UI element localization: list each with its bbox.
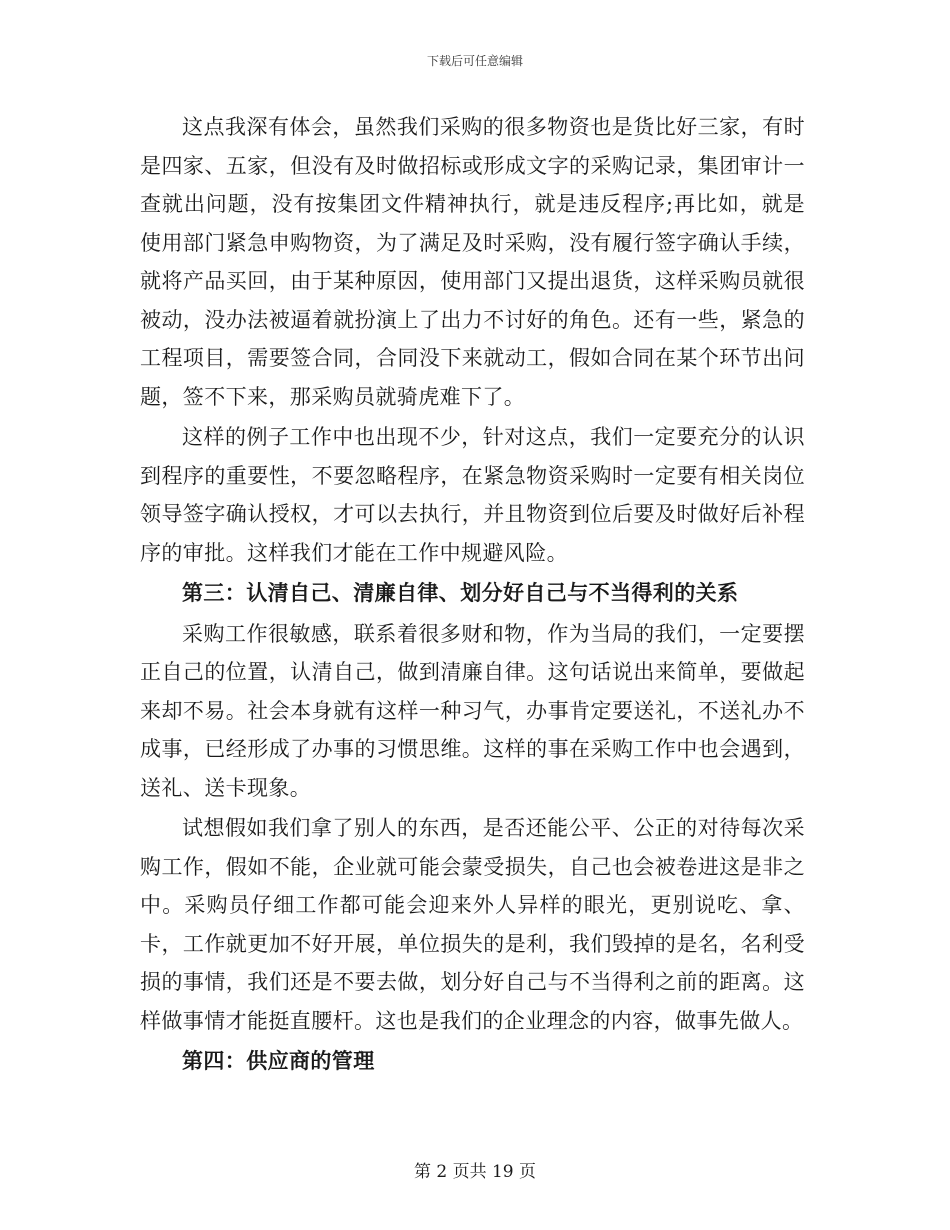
paragraph-1: 这点我深有体会，虽然我们采购的很多物资也是货比好三家，有时是四家、五家，但没有及时做招标或形成文字的采购记录，集团审计一查就出问题，没有按集团文件精神执行，就是违反程序;再比如，就是使用部门紧急申购物资，为了满足及时采购，没有履行签字确认手续，就将产品买回，由于某种原因，使用部门又提出退货，这样采购员就很被动，没办法被逼着就扮演上了出力不讨好的角色。还有一些，紧急的工程项目，需要签合同，合同没下来就动工，假如合同在某个环节出问题，签不下来，那采购员就骑虎难下了。	[140, 115, 805, 409]
page-footer: 第 2 页共 19 页	[413, 1162, 537, 1182]
document-body	[140, 108, 805, 1083]
section-heading-3: 第三：认清自己、清廉自律、划分好自己与不当得利的关系	[182, 581, 739, 605]
paragraph-4: 试想假如我们拿了别人的东西，是否还能公平、公正的对待每次采购工作，假如不能，企业就可能会蒙受损失，自己也会被卷进这是非之中。采购员仔细工作都可能会迎来外人异样的眼光，更别说吃、拿、卡，工作就更加不好开展，单位损失的是利，我们毁掉的是名，名利受损的事情，我们还是不要去做，划分好自己与不当得利之前的距离。这样做事情才能挺直腰杆。这也是我们的企业理念的内容，做事先做人。	[140, 816, 805, 1033]
paragraph-3: 采购工作很敏感，联系着很多财和物，作为当局的我们，一定要摆正自己的位置，认清自己，做到清廉自律。这句话说出来简单，要做起来却不易。社会本身就有这样一种习气，办事肯定要送礼，不送礼办不成事，已经形成了办事的习惯思维。这样的事在采购工作中也会遇到，送礼、送卡现象。	[140, 621, 805, 800]
paragraph-2: 这样的例子工作中也出现不少，针对这点，我们一定要充分的认识到程序的重要性，不要忽略程序，在紧急物资采购时一定要有相关岗位领导签字确认授权，才可以去执行，并且物资到位后要及时做好后补程序的审批。这样我们才能在工作中规避风险。	[140, 425, 805, 565]
page-header: 下载后可任意编辑	[426, 54, 523, 68]
section-heading-4: 第四：供应商的管理	[182, 1049, 375, 1073]
